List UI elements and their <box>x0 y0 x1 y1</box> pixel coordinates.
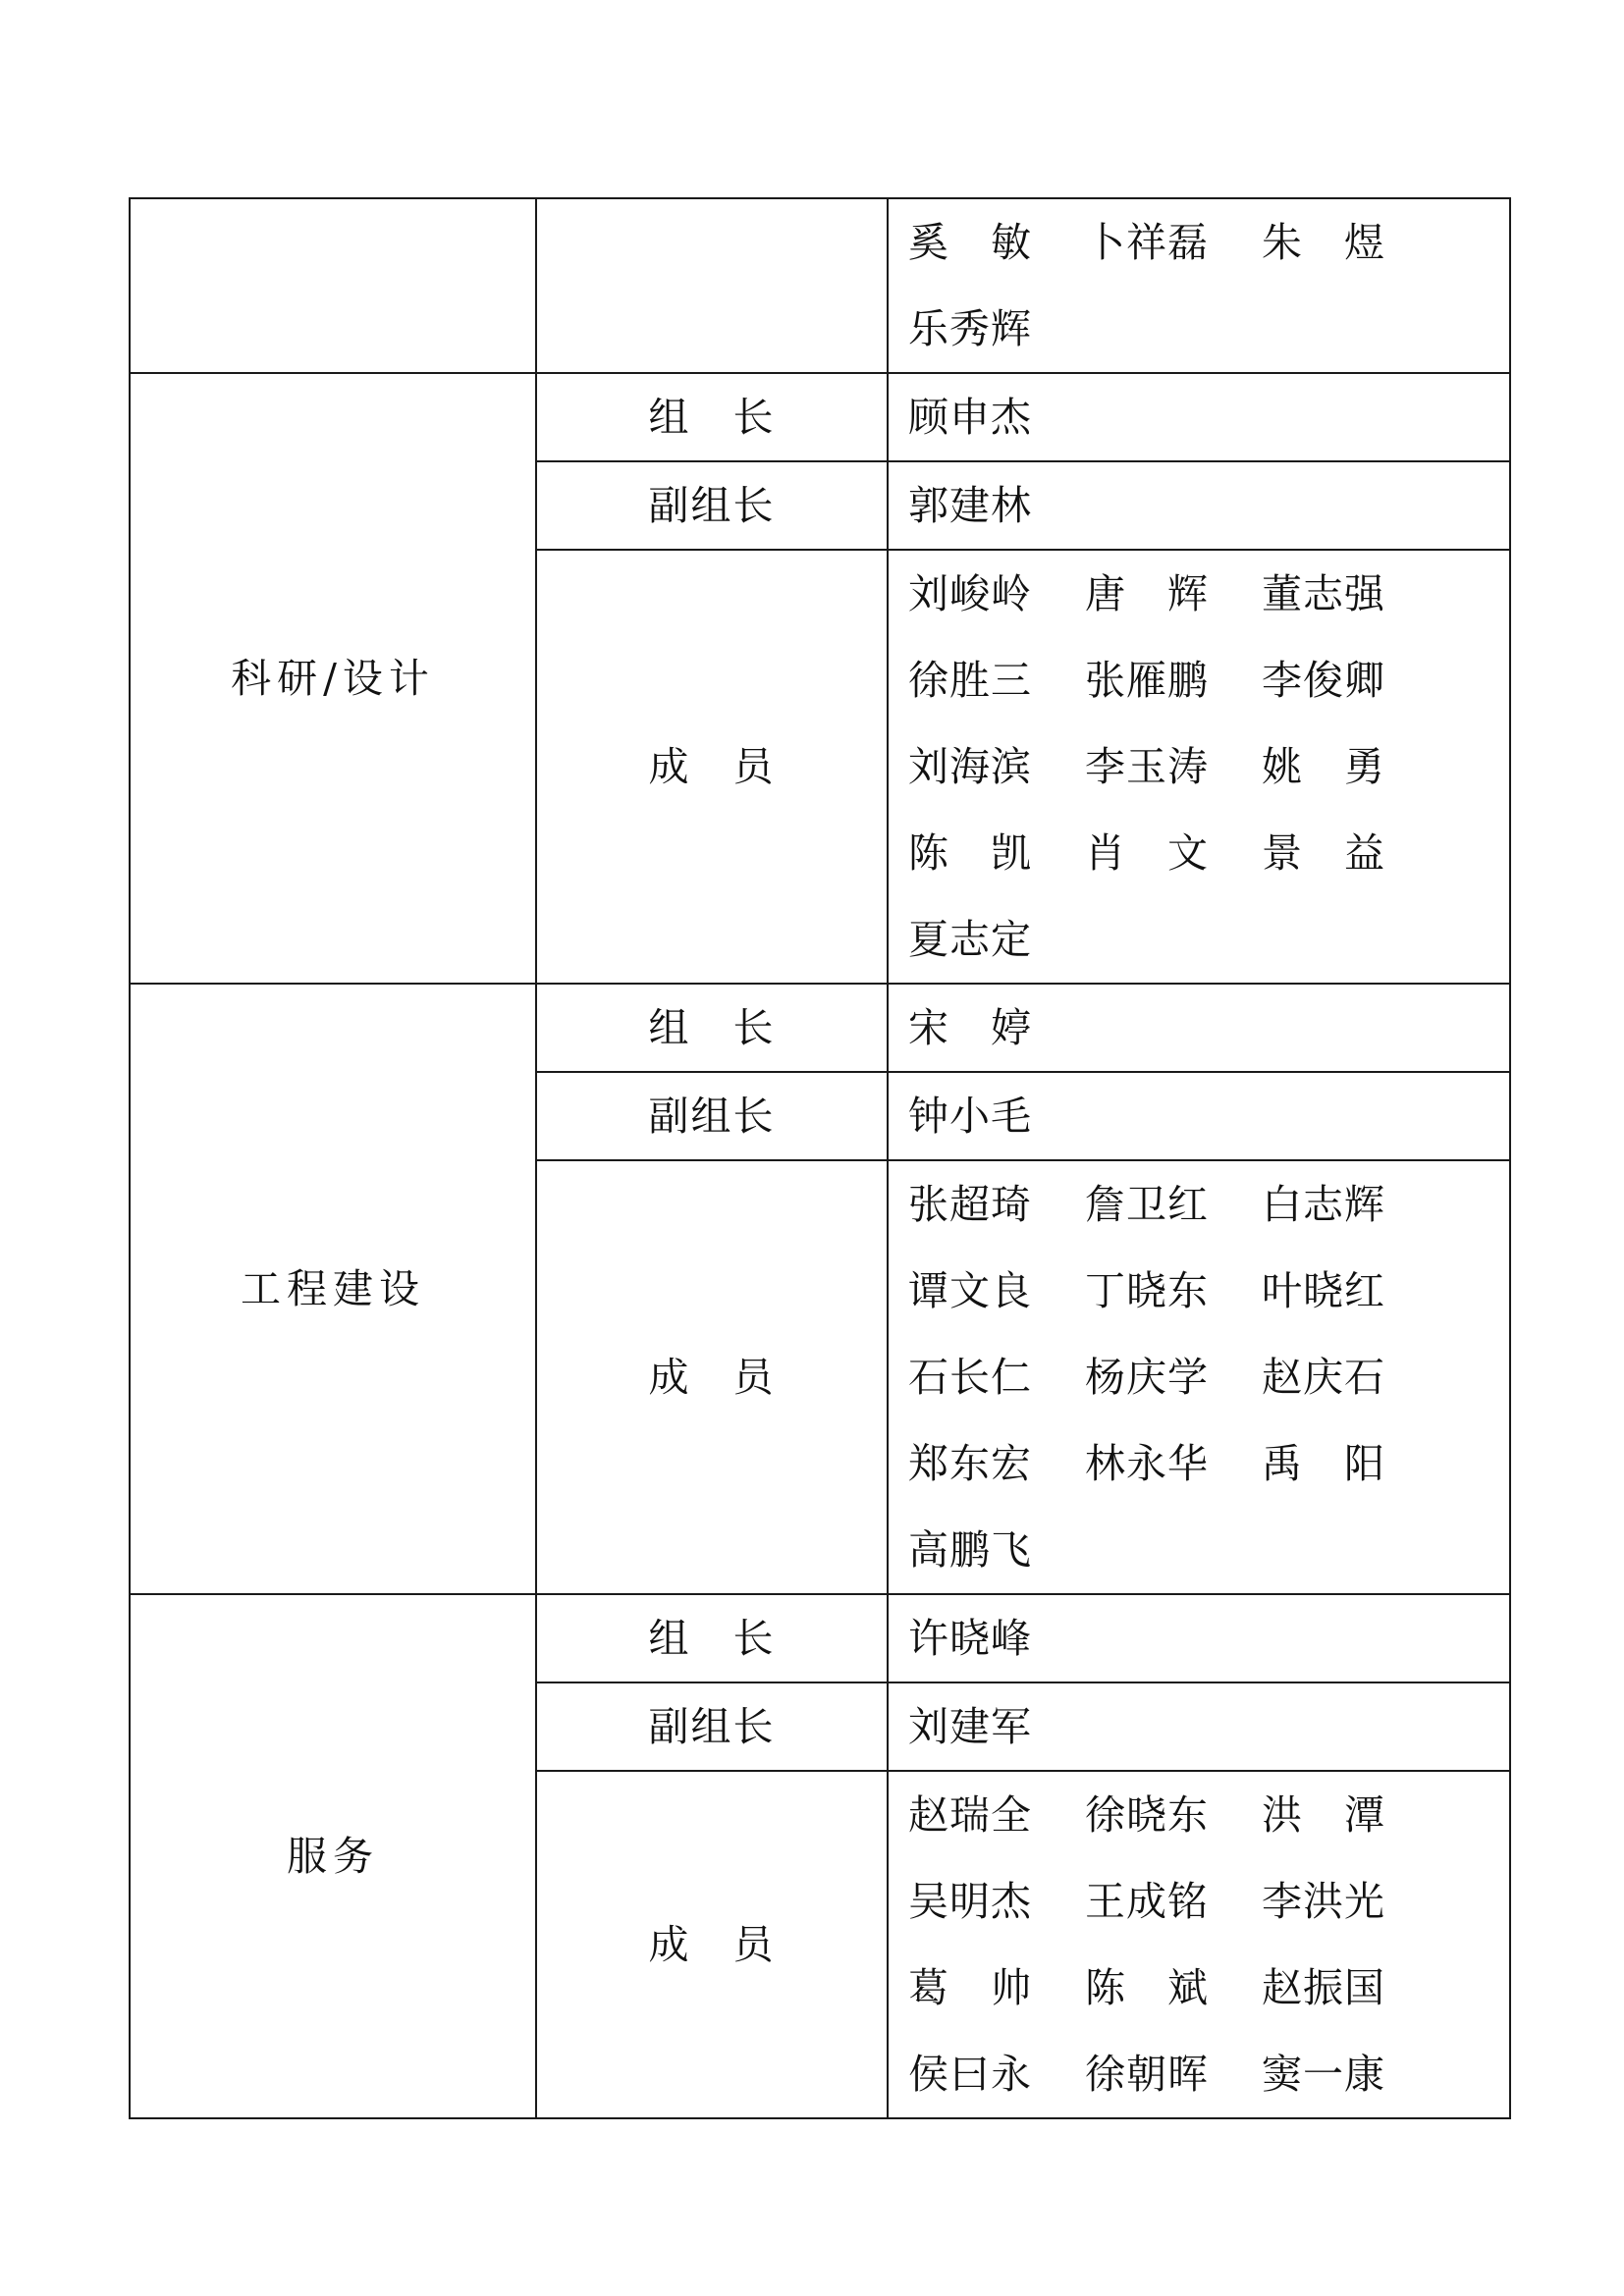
leader-name-cell <box>888 373 1510 461</box>
person-name: 徐晓东 <box>1085 1791 1209 1839</box>
person-name: 詹卫红 <box>1085 1181 1209 1228</box>
leader-name: 许晓峰 <box>908 1615 1032 1662</box>
members-role-cell <box>536 1771 888 2118</box>
members-role-label: 成 员 <box>648 1921 776 1968</box>
deputy-name: 刘建军 <box>908 1703 1032 1750</box>
name-line <box>908 723 1509 810</box>
name-line <box>908 810 1509 896</box>
names-cell <box>888 1771 1510 2118</box>
person-name: 董志强 <box>1262 570 1385 617</box>
names-cell <box>888 1160 1510 1594</box>
name-line <box>908 2031 1509 2117</box>
person-name: 吴明杰 <box>908 1878 1032 1925</box>
person-name: 乐秀辉 <box>908 305 1032 352</box>
person-name: 赵庆石 <box>1262 1354 1385 1401</box>
person-name: 谭文良 <box>908 1267 1032 1314</box>
group-name-cell: 工程建设 <box>130 984 536 1594</box>
name-line <box>908 286 1509 372</box>
deputy-role-cell <box>536 461 888 550</box>
members-role-label: 成 员 <box>648 1354 776 1401</box>
person-name: 杨庆学 <box>1085 1354 1209 1401</box>
name-line <box>908 1858 1509 1945</box>
role-cell <box>536 198 888 373</box>
name-line <box>908 199 1509 286</box>
names-cell <box>888 198 1510 373</box>
deputy-name: 郭建林 <box>908 482 1032 529</box>
name-line <box>908 1683 1509 1770</box>
name-line <box>908 462 1509 549</box>
person-name: 石长仁 <box>908 1354 1032 1401</box>
deputy-name-cell <box>888 1682 1510 1771</box>
person-name: 张雁鹏 <box>1085 657 1209 704</box>
name-line <box>908 1420 1509 1507</box>
group-name-cell: 服务 <box>130 1594 536 2118</box>
leader-role-cell <box>536 1594 888 1682</box>
leader-row <box>130 1594 1510 1682</box>
members-role-label: 成 员 <box>648 743 776 790</box>
person-name: 王成铭 <box>1085 1878 1209 1925</box>
person-name: 张超琦 <box>908 1181 1032 1228</box>
leader-row <box>130 373 1510 461</box>
deputy-name-cell <box>888 461 1510 550</box>
person-name: 卜祥磊 <box>1085 219 1209 266</box>
deputy-role-cell <box>536 1072 888 1160</box>
person-name: 李洪光 <box>1262 1878 1385 1925</box>
person-name: 姚 勇 <box>1262 743 1385 790</box>
deputy-role-cell <box>536 1682 888 1771</box>
person-name: 朱 煜 <box>1262 219 1385 266</box>
name-line <box>908 637 1509 723</box>
person-name: 徐胜三 <box>908 657 1032 704</box>
person-name: 赵瑞全 <box>908 1791 1032 1839</box>
person-name: 叶晓红 <box>1262 1267 1385 1314</box>
leader-name-cell <box>888 1594 1510 1682</box>
person-name: 郑东宏 <box>908 1440 1032 1487</box>
deputy-role-label: 副组长 <box>648 1093 776 1140</box>
name-line <box>908 1945 1509 2031</box>
person-name: 窦一康 <box>1262 2051 1385 2098</box>
person-name: 陈 凯 <box>908 829 1032 877</box>
name-line <box>908 896 1509 983</box>
name-line <box>908 1073 1509 1159</box>
person-name: 唐 辉 <box>1085 570 1209 617</box>
leader-role-cell <box>536 373 888 461</box>
person-name: 奚 敏 <box>908 219 1032 266</box>
person-name: 李玉涛 <box>1085 743 1209 790</box>
person-name: 徐朝晖 <box>1085 2051 1209 2098</box>
group-roster-table <box>129 197 1511 2119</box>
group-name-cell <box>130 198 536 373</box>
name-line <box>908 374 1509 460</box>
name-line <box>908 1248 1509 1334</box>
name-line <box>908 1595 1509 1682</box>
person-name: 白志辉 <box>1262 1181 1385 1228</box>
person-name: 景 益 <box>1262 829 1385 877</box>
person-name: 丁晓东 <box>1085 1267 1209 1314</box>
continuation-row <box>130 198 1510 373</box>
person-name: 高鹏飞 <box>908 1526 1032 1574</box>
table-body <box>130 198 1510 2118</box>
person-name: 葛 帅 <box>908 1964 1032 2011</box>
leader-role-label: 组 长 <box>648 394 776 441</box>
deputy-name: 钟小毛 <box>908 1093 1032 1140</box>
leader-role-label: 组 长 <box>648 1615 776 1662</box>
members-role-cell <box>536 1160 888 1594</box>
name-line <box>908 1772 1509 1858</box>
person-name: 刘峻岭 <box>908 570 1032 617</box>
person-name: 洪 潭 <box>1262 1791 1385 1839</box>
leader-role-label: 组 长 <box>648 1004 776 1051</box>
name-line <box>908 1507 1509 1593</box>
leader-name: 顾申杰 <box>908 394 1032 441</box>
person-name: 赵振国 <box>1262 1964 1385 2011</box>
name-line <box>908 1161 1509 1248</box>
leader-row <box>130 984 1510 1072</box>
members-role-cell <box>536 550 888 984</box>
deputy-role-label: 副组长 <box>648 482 776 529</box>
person-name: 陈 斌 <box>1085 1964 1209 2011</box>
person-name: 林永华 <box>1085 1440 1209 1487</box>
group-name-cell: 科研/设计 <box>130 373 536 984</box>
name-line <box>908 551 1509 637</box>
leader-name: 宋 婷 <box>908 1004 1032 1051</box>
person-name: 侯曰永 <box>908 2051 1032 2098</box>
leader-role-cell <box>536 984 888 1072</box>
names-cell <box>888 550 1510 984</box>
person-name: 夏志定 <box>908 916 1032 963</box>
name-line <box>908 985 1509 1071</box>
person-name: 禹 阳 <box>1262 1440 1385 1487</box>
leader-name-cell <box>888 984 1510 1072</box>
person-name: 刘海滨 <box>908 743 1032 790</box>
person-name: 肖 文 <box>1085 829 1209 877</box>
deputy-name-cell <box>888 1072 1510 1160</box>
deputy-role-label: 副组长 <box>648 1703 776 1750</box>
name-line <box>908 1334 1509 1420</box>
person-name: 李俊卿 <box>1262 657 1385 704</box>
